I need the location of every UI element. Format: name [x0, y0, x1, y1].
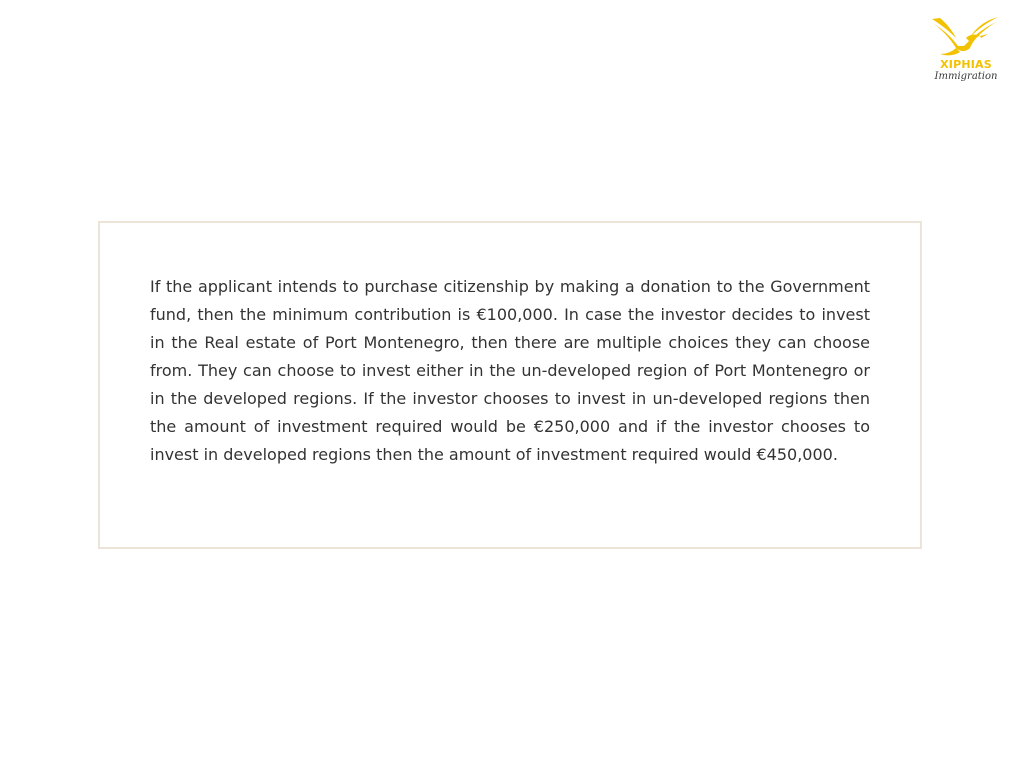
- eagle-icon: [930, 16, 1000, 60]
- logo-tagline: Immigration: [934, 71, 998, 82]
- content-box: [98, 221, 922, 549]
- company-logo: [928, 16, 1004, 88]
- logo-brand-name: XIPHIAS: [940, 58, 992, 71]
- investment-paragraph: If the applicant intends to purchase citizenship by making a donation to the Government fund, then the minimum contribution is €100,000. In case the investor decides to invest in the Real estate of Port Montenegro, then there are multiple choices they can choose from. They can choose to invest either in the un-developed region of Port Montenegro or in the developed regions. If the investor chooses to invest in un-developed regions then the amount of investment required would be €250,000 and if the investor chooses to invest in developed regions then the amount of investment required would €450,000.: [150, 277, 870, 464]
